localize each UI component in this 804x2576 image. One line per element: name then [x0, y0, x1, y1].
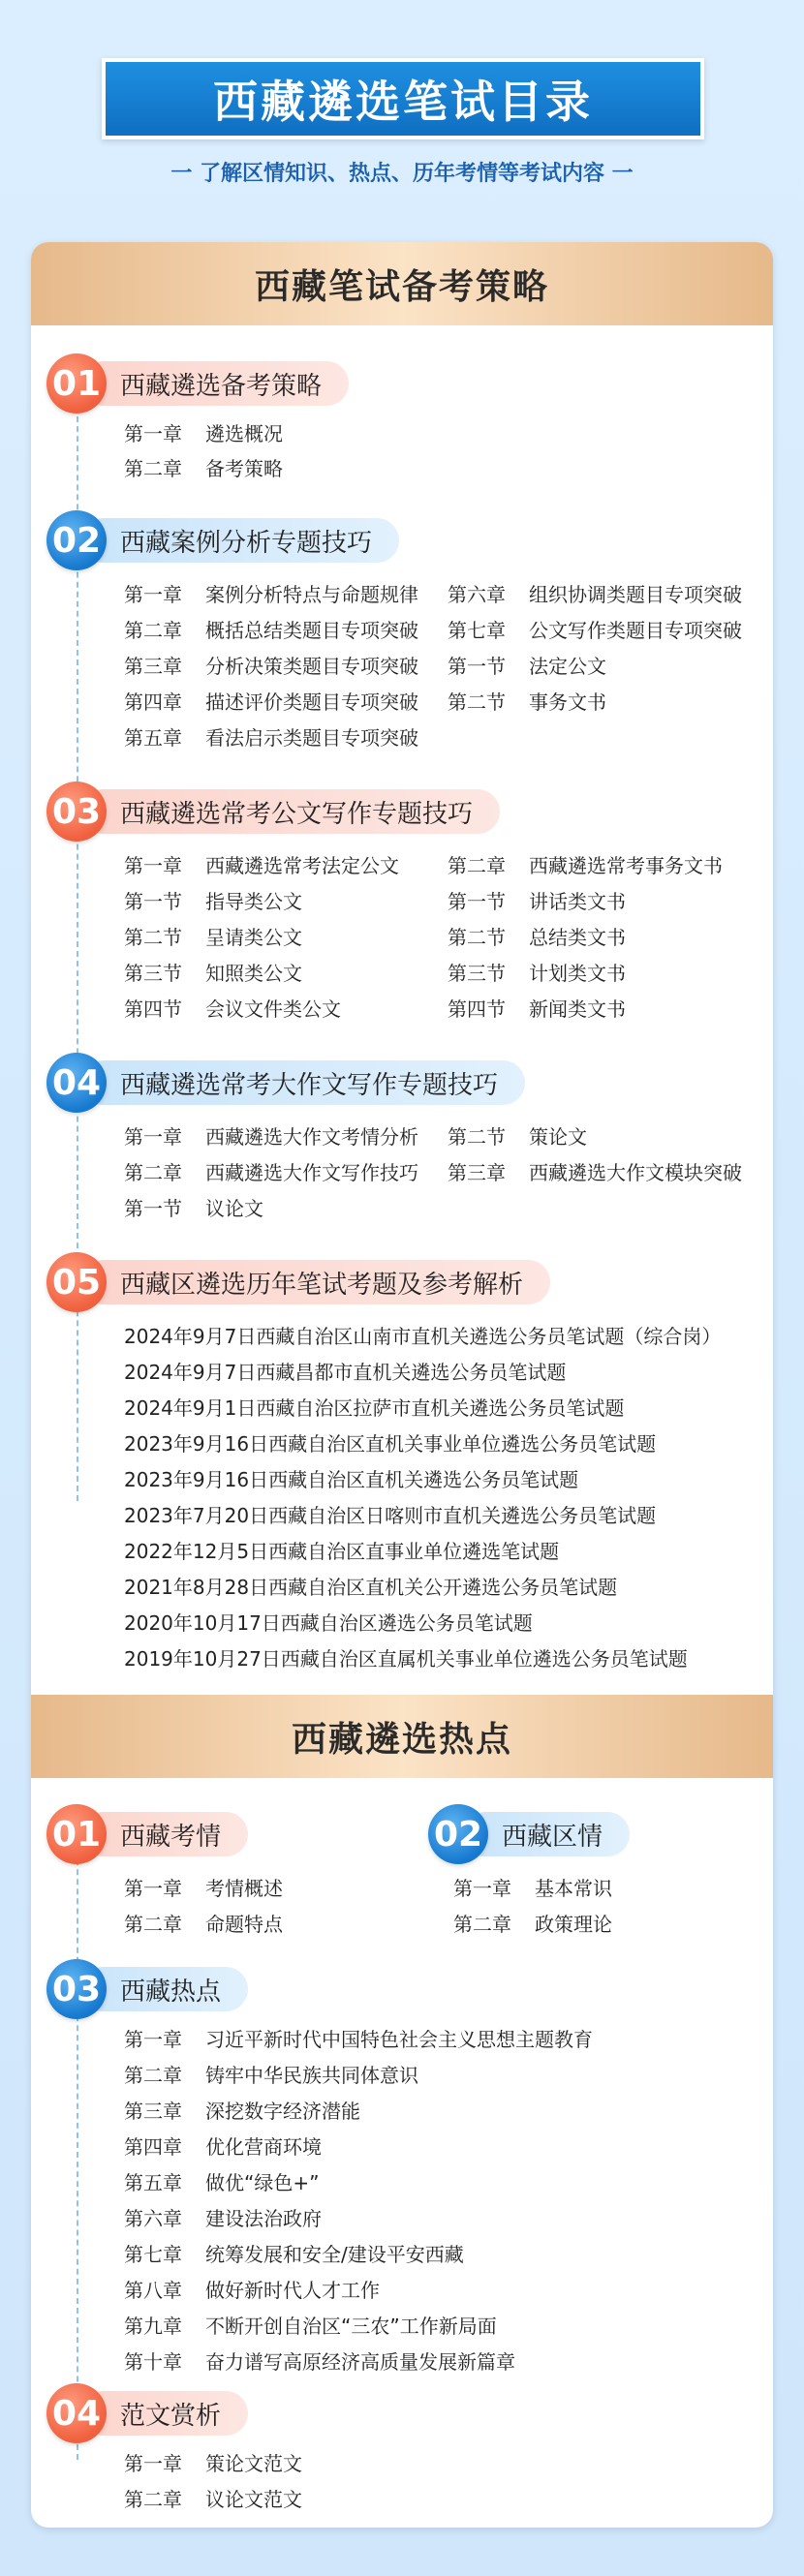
group-badge — [46, 513, 399, 567]
section-title: 西藏遴选热点 — [291, 1719, 512, 1760]
list-item: 第二章 议论文范文 — [124, 2488, 302, 2511]
list-item: 第四节 会议文件类公文 — [124, 997, 341, 1021]
exam-item: 2023年7月20日西藏自治区日喀则市直机关遴选公务员笔试题 — [124, 1504, 657, 1527]
list-item: 第四章 优化营商环境 — [124, 2135, 322, 2159]
list-item: 第二章 政策理论 — [453, 1913, 612, 1936]
group-badge — [46, 356, 349, 411]
exam-item: 2022年12月5日西藏自治区直事业单位遴选笔试题 — [124, 1540, 560, 1563]
group-title: 西藏遴选备考策略 — [81, 361, 349, 406]
list-item: 第一章 策论文范文 — [124, 2452, 302, 2475]
group-title: 西藏区遴选历年笔试考题及参考解析 — [81, 1260, 550, 1304]
list-item: 第五章 看法启示类题目专项突破 — [124, 726, 418, 750]
group-badge — [428, 1807, 630, 1861]
title-banner — [102, 58, 704, 139]
group-badge — [46, 1255, 550, 1309]
list-item: 第三章 深挖数字经济潜能 — [124, 2100, 360, 2123]
list-item: 第三节 计划类文书 — [448, 962, 626, 985]
section-title: 西藏笔试备考策略 — [254, 266, 549, 307]
list-item: 第二节 策论文 — [448, 1125, 587, 1149]
list-item: 第七章 公文写作类题目专项突破 — [448, 619, 742, 642]
list-item: 第一节 法定公文 — [448, 655, 606, 678]
exam-item: 2024年9月7日西藏昌都市直机关遴选公务员笔试题 — [124, 1361, 567, 1384]
list-item: 第六章 建设法治政府 — [124, 2207, 322, 2230]
list-item: 第三节 知照类公文 — [124, 962, 302, 985]
list-item: 第三章 分析决策类题目专项突破 — [124, 655, 418, 678]
list-item: 第二章 命题特点 — [124, 1913, 283, 1936]
group-badge — [46, 2386, 248, 2440]
group-number: 03 — [46, 1959, 107, 2019]
exam-item: 2019年10月27日西藏自治区直属机关事业单位遴选公务员笔试题 — [124, 1647, 688, 1671]
list-item: 第一章 西藏遴选大作文考情分析 — [124, 1125, 418, 1149]
group-number: 05 — [46, 1252, 107, 1312]
group-number: 02 — [428, 1804, 488, 1864]
group-title: 范文赏析 — [81, 2391, 248, 2436]
group-badge — [46, 784, 500, 839]
list-item: 第一节 议论文 — [124, 1197, 263, 1220]
group-title: 西藏案例分析专题技巧 — [81, 518, 399, 563]
group-title: 西藏遴选常考公文写作专题技巧 — [81, 789, 500, 834]
section-header-hotspots — [31, 1695, 773, 1778]
content-card — [31, 242, 773, 2528]
page-subtitle: 一 了解区情知识、热点、历年考情等考试内容 一 — [170, 162, 634, 186]
list-item: 第七章 统筹发展和安全/建设平安西藏 — [124, 2243, 464, 2266]
list-item: 第四章 描述评价类题目专项突破 — [124, 690, 418, 714]
list-item: 第一章 遴选概况 — [124, 422, 283, 445]
group-number: 04 — [46, 1053, 107, 1113]
list-item: 第五章 做优“绿色+” — [124, 2171, 320, 2194]
list-item: 第四节 新闻类文书 — [448, 997, 626, 1021]
section-header-strategy — [31, 242, 773, 325]
list-item: 第二章 西藏遴选大作文写作技巧 — [124, 1161, 418, 1184]
list-item: 第一章 西藏遴选常考法定公文 — [124, 854, 399, 877]
list-item: 第八章 做好新时代人才工作 — [124, 2279, 380, 2302]
list-item: 第十章 奋力谱写高原经济高质量发展新篇章 — [124, 2350, 515, 2374]
list-item: 第二章 备考策略 — [124, 457, 283, 480]
exam-item: 2024年9月7日西藏自治区山南市直机关遴选公务员笔试题（综合岗） — [124, 1325, 722, 1348]
group-number: 03 — [46, 782, 107, 842]
page-title: 西藏遴选笔试目录 — [213, 76, 593, 128]
list-item: 第一章 考情概述 — [124, 1877, 283, 1900]
list-item: 第一节 讲话类文书 — [448, 890, 626, 913]
list-item: 第二节 事务文书 — [448, 690, 606, 714]
group-title: 西藏遴选常考大作文写作专题技巧 — [81, 1060, 525, 1105]
group-badge — [46, 1056, 525, 1110]
list-item: 第九章 不断开创自治区“三农”工作新局面 — [124, 2315, 497, 2338]
exam-item: 2023年9月16日西藏自治区直机关遴选公务员笔试题 — [124, 1468, 579, 1491]
list-item: 第三章 西藏遴选大作文模块突破 — [448, 1161, 742, 1184]
group-title: 西藏热点 — [81, 1967, 248, 2011]
list-item: 第六章 组织协调类题目专项突破 — [448, 583, 742, 606]
list-item: 第一章 案例分析特点与命题规律 — [124, 583, 418, 606]
group-badge — [46, 1962, 248, 2016]
group-title: 西藏区情 — [463, 1812, 630, 1856]
list-item: 第二章 铸牢中华民族共同体意识 — [124, 2064, 418, 2087]
group-number: 01 — [46, 353, 107, 414]
list-item: 第一章 基本常识 — [453, 1877, 612, 1900]
group-badge — [46, 1807, 248, 1861]
list-item: 第二节 呈请类公文 — [124, 926, 302, 949]
exam-item: 2021年8月28日西藏自治区直机关公开遴选公务员笔试题 — [124, 1576, 618, 1599]
list-item: 第一章 习近平新时代中国特色社会主义思想主题教育 — [124, 2028, 593, 2051]
group-number: 04 — [46, 2383, 107, 2443]
group-number: 01 — [46, 1804, 107, 1864]
list-item: 第二章 概括总结类题目专项突破 — [124, 619, 418, 642]
exam-item: 2024年9月1日西藏自治区拉萨市直机关遴选公务员笔试题 — [124, 1396, 625, 1420]
exam-item: 2020年10月17日西藏自治区遴选公务员笔试题 — [124, 1611, 533, 1635]
exam-item: 2023年9月16日西藏自治区直机关事业单位遴选公务员笔试题 — [124, 1432, 657, 1456]
list-item: 第二章 西藏遴选常考事务文书 — [448, 854, 723, 877]
timeline-line — [77, 1840, 78, 2460]
list-item: 第二节 总结类文书 — [448, 926, 626, 949]
group-title: 西藏考情 — [81, 1812, 248, 1856]
list-item: 第一节 指导类公文 — [124, 890, 302, 913]
group-number: 02 — [46, 510, 107, 570]
